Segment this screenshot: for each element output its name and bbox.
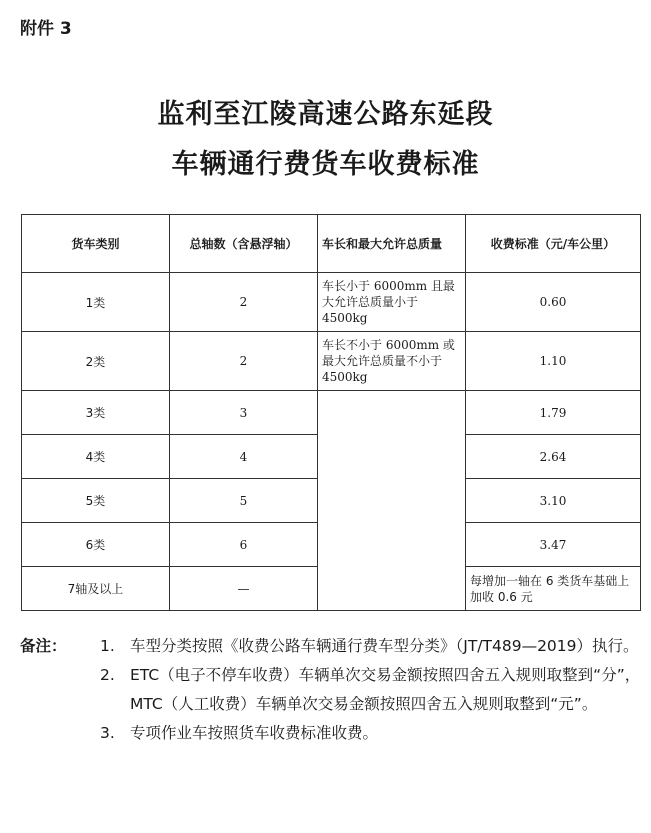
row-axles: 3	[170, 391, 318, 435]
row-axles: 5	[170, 479, 318, 523]
row-fee: 1.10	[466, 332, 641, 391]
row-fee: 0.60	[466, 273, 641, 332]
row-class: 3类	[22, 391, 170, 435]
note-text: ETC（电子不停车收费）车辆单次交易金额按照四舍五入规则取整到“分”，MTC（人工收费）车辆单次交易金额按照四舍五入规则取整到“元”。	[130, 666, 641, 713]
row-fee: 3.10	[466, 479, 641, 523]
note-text: 专项作业车按照货车收费标准收费。	[130, 724, 379, 742]
row-axles: 2	[170, 332, 318, 391]
row-fee: 每增加一轴在 6 类货车基础上加收 0.6 元	[466, 567, 641, 611]
note-item	[20, 661, 646, 719]
document-title: 监利至江陵高速公路东延段	[157, 99, 494, 130]
row-fee: 2.64	[466, 435, 641, 479]
table-header-row	[22, 215, 641, 273]
row-class: 4类	[22, 435, 170, 479]
row-axles: 4	[170, 435, 318, 479]
toll-fee-table	[21, 214, 641, 611]
note-text: 车型分类按照《收费公路车辆通行费车型分类》（JT/T489—2019）执行。	[130, 637, 639, 655]
row-class: 6类	[22, 523, 170, 567]
row-axles: —	[170, 567, 318, 611]
row-spec: 车长小于 6000mm 且最大允许总质量小于 4500kg	[318, 273, 466, 332]
row-spec: 车长不小于 6000mm 或最大允许总质量不小于 4500kg	[318, 332, 466, 391]
row-class: 5类	[22, 479, 170, 523]
note-number: 1.	[100, 637, 115, 655]
row-class: 1类	[22, 273, 170, 332]
header-fee-rate: 收费标准（元/车公里）	[466, 215, 641, 273]
table-row	[22, 391, 641, 435]
row-axles: 2	[170, 273, 318, 332]
notes-section	[20, 632, 646, 748]
table-row	[22, 273, 641, 332]
header-length-weight: 车长和最大允许总质量	[318, 215, 466, 273]
note-item	[20, 632, 646, 661]
merged-spec-cell	[318, 391, 466, 611]
row-class: 2类	[22, 332, 170, 391]
attachment-label: 附件 3	[20, 19, 72, 39]
note-number: 2.	[100, 666, 115, 684]
table-row	[22, 332, 641, 391]
note-item	[20, 719, 646, 748]
notes-label: 备注：	[20, 637, 67, 655]
header-axle-count: 总轴数（含悬浮轴）	[170, 215, 318, 273]
note-number: 3.	[100, 724, 115, 742]
row-fee: 3.47	[466, 523, 641, 567]
header-truck-class: 货车类别	[22, 215, 170, 273]
row-class: 7轴及以上	[22, 567, 170, 611]
row-fee: 1.79	[466, 391, 641, 435]
document-subtitle: 车辆通行费货车收费标准	[171, 149, 480, 180]
row-axles: 6	[170, 523, 318, 567]
